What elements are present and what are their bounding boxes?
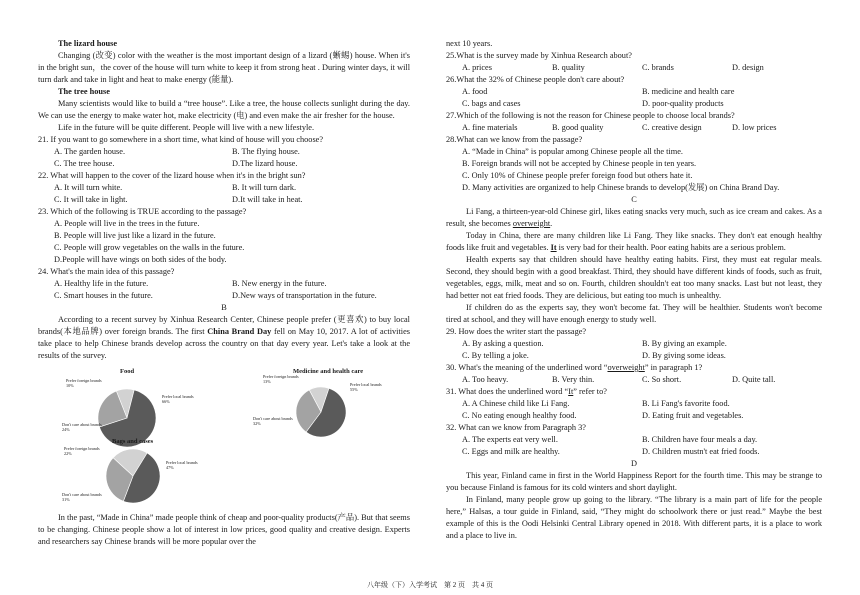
section-b-paragraph-2: In the past, “Made in China” made people think of cheap and poor-quality products(产品). But that seems to be changing. Chinese people show a lot of interest in low prices, good quality and creative design. Experts and researchers say Chinese brands will be more popular over the bbox=[38, 513, 410, 546]
d-paragraph-2: In Finland, many people grow up going to the library. “The library is a main part of life for the people here,” Halsas, a tour guide in Finland, said, “They might do schoolwork there or just read.” Maybe the best example of this is the Oodi Helsinki Central Library opened in 2018. With different parts, it is a place to work and a place to live in. bbox=[446, 495, 822, 540]
q22-option-d: D.It will take in heat. bbox=[232, 195, 303, 204]
question-26-options bbox=[446, 86, 822, 110]
q24-option-d: D.New ways of transportation in the future. bbox=[232, 291, 377, 300]
chart-medicine bbox=[223, 366, 408, 456]
section-d-label: D bbox=[631, 459, 637, 468]
question-32-options bbox=[446, 434, 822, 458]
q23-option-d: D.People will have wings on both sides of the body. bbox=[54, 255, 227, 264]
question-21: 21. If you want to go somewhere in a short time, what kind of house will you choose? bbox=[38, 135, 324, 144]
q27-option-b: B. good quality bbox=[552, 123, 604, 132]
q31-option-d: D. Eating fruit and vegetables. bbox=[642, 411, 744, 420]
question-32: 32. What can we know from Paragraph 3? bbox=[446, 423, 586, 432]
chart-medicine-label-dontcare: Don't care about brands 32% bbox=[253, 416, 293, 426]
c-p2-end: is very bad for their health. Poor eating habits are a serious problem. bbox=[556, 243, 786, 252]
chart-food-label-foreign: Prefer foreign brands 10% bbox=[66, 378, 102, 388]
question-22: 22. What will happen to the cover of the lizard house when it's in the bright sun? bbox=[38, 171, 306, 180]
q30-option-c: C. So short. bbox=[642, 375, 682, 384]
q22-option-c: C. It will take in light. bbox=[54, 195, 128, 204]
c-p1-end: . bbox=[550, 219, 553, 228]
q31-end: ” refer to? bbox=[573, 387, 607, 396]
question-27-options bbox=[446, 122, 822, 134]
q30-end: ” in paragraph 1? bbox=[644, 363, 703, 372]
question-29: 29. How does the writer start the passage? bbox=[446, 327, 587, 336]
q29-option-c: C. By telling a joke. bbox=[462, 351, 529, 360]
question-28: 28.What can we know from the passage? bbox=[446, 135, 583, 144]
page-footer: 八年级（下）入学考试 第 2 页 共 4 页 bbox=[367, 581, 493, 589]
question-24: 24. What's the main idea of this passage? bbox=[38, 267, 175, 276]
q25-option-d: D. design bbox=[732, 63, 764, 72]
q26-option-a: A. food bbox=[462, 87, 488, 96]
q25-option-a: A. prices bbox=[462, 63, 492, 72]
question-25-options bbox=[446, 62, 822, 74]
q30-text: 30. What's the meaning of the underlined word “ bbox=[446, 363, 608, 372]
c-p1-text: Li Fang, a thirteen-year-old Chinese girl, likes eating snacks very much, such as ice cream and cakes. As a result, she becomes bbox=[446, 207, 822, 228]
q27-option-c: C. creative design bbox=[642, 123, 702, 132]
chart-bags-label-foreign: Prefer foreign brands 22% bbox=[64, 446, 100, 456]
q28-option-b: B. Foreign brands will not be accepted by Chinese people in ten years. bbox=[462, 159, 697, 168]
chart-food-title: Food bbox=[120, 368, 135, 375]
chart-medicine-title: Medicine and health care bbox=[293, 368, 364, 375]
q26-option-b: B. medicine and health care bbox=[642, 87, 735, 96]
q31-option-a: A. A Chinese child like Li Fang. bbox=[462, 399, 570, 408]
q29-option-b: B. By giving an example. bbox=[642, 339, 727, 348]
question-31 bbox=[446, 386, 822, 398]
question-25: 25.What is the survey made by Xinhua Research about? bbox=[446, 51, 632, 60]
q29-option-d: D. By giving some ideas. bbox=[642, 351, 726, 360]
c-paragraph-4: If children do as the experts say, they won't become fat. They will be healthier. Students won't become tired at school, and they will have enough energy to study well. bbox=[446, 303, 822, 324]
q31-text: 31. What does the underlined word “ bbox=[446, 387, 569, 396]
lizard-paragraph: Changing (改变) color with the weather is the most important design of a lizard (蜥蜴) house. When it's in the bright sun，the cover of the house will turn white to keep it from strong heat . During winter days, it will turn dark and take in light and heat to make energy (能量). bbox=[38, 51, 410, 84]
q23-option-b: B. People will live just like a lizard in the future. bbox=[54, 231, 216, 240]
china-brand-day: China Brand Day bbox=[207, 327, 272, 336]
q32-option-c: C. Eggs and milk are healthy. bbox=[462, 447, 560, 456]
q30-option-b: B. Very thin. bbox=[552, 375, 595, 384]
d-paragraph-1: This year, Finland came in first in the World Happiness Report for the fourth time. This may be strange to you because Finland is famous for its cold winters and short daylight. bbox=[446, 471, 822, 492]
b-intro-part1: According to a recent survey by Xinhua Research Center, Chinese people prefer (更喜欢) to buy local brands(本地品牌) over foreign brands. The first bbox=[38, 315, 410, 336]
question-23: 23. Which of the following is TRUE according to the passage? bbox=[38, 207, 247, 216]
q25-option-c: C. brands bbox=[642, 63, 674, 72]
question-21-options bbox=[38, 146, 410, 170]
c-paragraph-2 bbox=[446, 230, 822, 254]
question-30-options bbox=[446, 374, 822, 386]
q30-underlined: overweight bbox=[607, 363, 645, 372]
q27-option-d: D. low prices bbox=[732, 123, 777, 132]
survey-charts bbox=[38, 362, 410, 512]
underlined-overweight: overweight bbox=[512, 219, 551, 228]
section-b-label: B bbox=[221, 303, 227, 312]
tree-paragraph: Many scientists would like to build a “tree house”. Like a tree, the house collects sunlight during the day. We can use the energy to make water hot, make electricity (电) and even make the air fresher for the house. bbox=[38, 99, 410, 120]
q22-option-a: A. It will turn white. bbox=[54, 183, 123, 192]
q24-option-c: C. Smart houses in the future. bbox=[54, 291, 153, 300]
q28-option-d: D. Many activities are organized to help Chinese brands to develop(发展) on China Brand Day. bbox=[462, 183, 780, 192]
q22-option-b: B. It will turn dark. bbox=[232, 183, 297, 192]
question-23-options bbox=[38, 218, 410, 266]
q23-option-c: C. People will grow vegetables on the walls in the future. bbox=[54, 243, 245, 252]
q26-option-c: C. bags and cases bbox=[462, 99, 521, 108]
q28-option-c: C. Only 10% of Chinese people prefer foreign food but others hate it. bbox=[462, 171, 693, 180]
b-intro-part2: fell on May 10, 2017. A lot of activities take place to help Chinese brands develop across the country on that day every year. Let's take a look at the results of the survey. bbox=[38, 327, 410, 360]
chart-bags bbox=[38, 436, 218, 512]
section-b-intro bbox=[38, 314, 410, 362]
q21-option-a: A. The garden house. bbox=[54, 147, 126, 156]
lizard-title: The lizard house bbox=[58, 39, 118, 48]
q25-option-b: B. quality bbox=[552, 63, 585, 72]
chart-medicine-pie bbox=[223, 366, 408, 456]
question-22-options bbox=[38, 182, 410, 206]
chart-bags-title: Bags and cases bbox=[112, 438, 154, 445]
q24-option-a: A. Healthy life in the future. bbox=[54, 279, 149, 288]
section-c-label: C bbox=[631, 195, 637, 204]
left-column bbox=[38, 38, 410, 548]
question-29-options bbox=[446, 338, 822, 362]
q26-option-d: D. poor-quality products bbox=[642, 99, 724, 108]
c-p2-text: Today in China, there are many children like Li Fang. They like snacks. They don't eat enough healthy foods like fruit and vegetables. bbox=[446, 231, 822, 252]
right-column bbox=[446, 38, 822, 542]
q31-option-b: B. Li Fang's favorite food. bbox=[642, 399, 730, 408]
c-paragraph-1 bbox=[446, 206, 822, 230]
question-31-options bbox=[446, 398, 822, 422]
q29-option-a: A. By asking a question. bbox=[462, 339, 544, 348]
question-30 bbox=[446, 362, 822, 374]
c-paragraph-3: Health experts say that children should have healthy eating habits. First, they must eat regular meals. Second, they should begin with a good breakfast. Third, they should have different kinds of foods, such as fruit, vegetables, eggs, milk, meat and so on. Fourth, children shouldn't eat too many snacks. Last but not least, they had better not eat fried foods. They are delicious, but eating too much is unhealthy. bbox=[446, 255, 822, 300]
q28-option-a: A. “Made in China” is popular among Chinese people all the time. bbox=[462, 147, 683, 156]
q30-option-a: A. Too heavy. bbox=[462, 375, 509, 384]
future-paragraph: Life in the future will be quite different. People will live with a new lifestyle. bbox=[58, 123, 315, 132]
underlined-it: It bbox=[550, 243, 557, 252]
q31-option-c: C. No eating enough healthy food. bbox=[462, 411, 577, 420]
chart-medicine-label-foreign: Prefer foreign brands 13% bbox=[263, 374, 299, 384]
section-b-continued: next 10 years. bbox=[446, 39, 493, 48]
q32-option-b: B. Children have four meals a day. bbox=[642, 435, 758, 444]
q27-option-a: A. fine materials bbox=[462, 123, 518, 132]
chart-medicine-label-local: Prefer local brands 55% bbox=[350, 382, 382, 392]
q32-option-a: A. The experts eat very well. bbox=[462, 435, 558, 444]
chart-food-label-dontcare: Don't care about brands 24% bbox=[62, 422, 102, 432]
question-28-options bbox=[446, 146, 822, 194]
q24-option-b: B. New energy in the future. bbox=[232, 279, 327, 288]
q21-option-b: B. The flying house. bbox=[232, 147, 300, 156]
q21-option-d: D.The lizard house. bbox=[232, 159, 298, 168]
question-24-options bbox=[38, 278, 410, 302]
chart-bags-label-local: Prefer local brands 47% bbox=[166, 460, 198, 470]
question-26: 26.What the 32% of Chinese people don't care about? bbox=[446, 75, 625, 84]
q21-option-c: C. The tree house. bbox=[54, 159, 115, 168]
q31-underlined: It bbox=[568, 387, 574, 396]
chart-food-label-local: Prefer local brands 66% bbox=[162, 394, 194, 404]
question-27: 27.Which of the following is not the reason for Chinese people to choose local brands? bbox=[446, 111, 735, 120]
q30-option-d: D. Quite tall. bbox=[732, 375, 776, 384]
q23-option-a: A. People will live in the trees in the future. bbox=[54, 219, 200, 228]
q32-option-d: D. Children mustn't eat fried foods. bbox=[642, 447, 760, 456]
chart-bags-label-dontcare: Don't care about brands 31% bbox=[62, 492, 102, 502]
tree-title: The tree house bbox=[58, 87, 110, 96]
